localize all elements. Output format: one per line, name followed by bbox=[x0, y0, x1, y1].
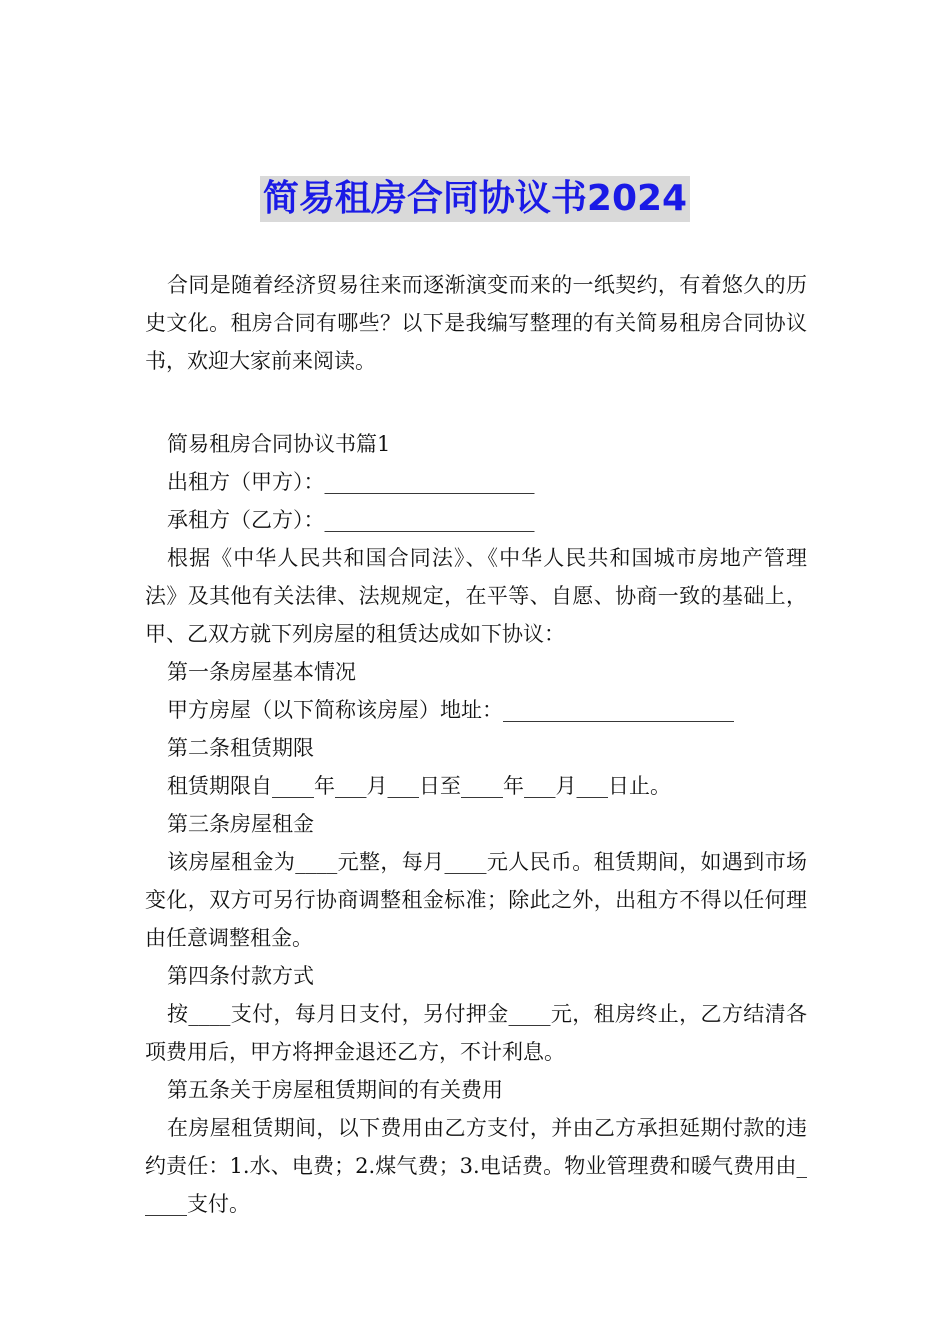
title-text: 简易租房合同协议书2024 bbox=[260, 176, 690, 222]
document-body bbox=[145, 266, 807, 1223]
lessee-line: 承租方（乙方）：____________________ bbox=[167, 508, 535, 532]
lessor-line: 出租方（甲方）：____________________ bbox=[167, 470, 535, 494]
article-4-text: 按____支付，每月日支付，另付押金____元，租房终止，乙方结清各项费用后，甲方将押金退还乙方，不计利息。 bbox=[145, 1002, 807, 1064]
article-2-text: 租赁期限自____年___月___日至____年___月___日止。 bbox=[167, 774, 671, 798]
legal-basis-paragraph: 根据《中华人民共和国合同法》、《中华人民共和国城市房地产管理法》及其他有关法律、法规规定，在平等、自愿、协商一致的基础上，甲、乙双方就下列房屋的租赁达成如下协议： bbox=[145, 546, 807, 646]
article-5-heading: 第五条关于房屋租赁期间的有关费用 bbox=[167, 1078, 503, 1102]
intro-paragraph: 合同是随着经济贸易往来而逐渐演变而来的一纸契约，有着悠久的历史文化。租房合同有哪些？以下是我编写整理的有关简易租房合同协议书，欢迎大家前来阅读。 bbox=[145, 273, 807, 373]
article-1-heading: 第一条房屋基本情况 bbox=[167, 660, 356, 684]
article-2-heading: 第二条租赁期限 bbox=[167, 736, 314, 760]
article-4-heading: 第四条付款方式 bbox=[167, 964, 314, 988]
paragraph-gap bbox=[145, 380, 807, 425]
article-5-text: 在房屋租赁期间，以下费用由乙方支付，并由乙方承担延期付款的违约责任：1.水、电费；2.煤气费；3.电话费。物业管理费和暖气费用由_____支付。 bbox=[145, 1116, 807, 1216]
document-title bbox=[0, 176, 950, 222]
article-3-text: 该房屋租金为____元整，每月____元人民币。租赁期间，如遇到市场变化，双方可另行协商调整租金标准；除此之外，出租方不得以任何理由任意调整租金。 bbox=[145, 850, 807, 950]
article-3-heading: 第三条房屋租金 bbox=[167, 812, 314, 836]
article-1-text: 甲方房屋（以下简称该房屋）地址：______________________ bbox=[167, 698, 734, 722]
section-heading: 简易租房合同协议书篇1 bbox=[167, 432, 391, 456]
